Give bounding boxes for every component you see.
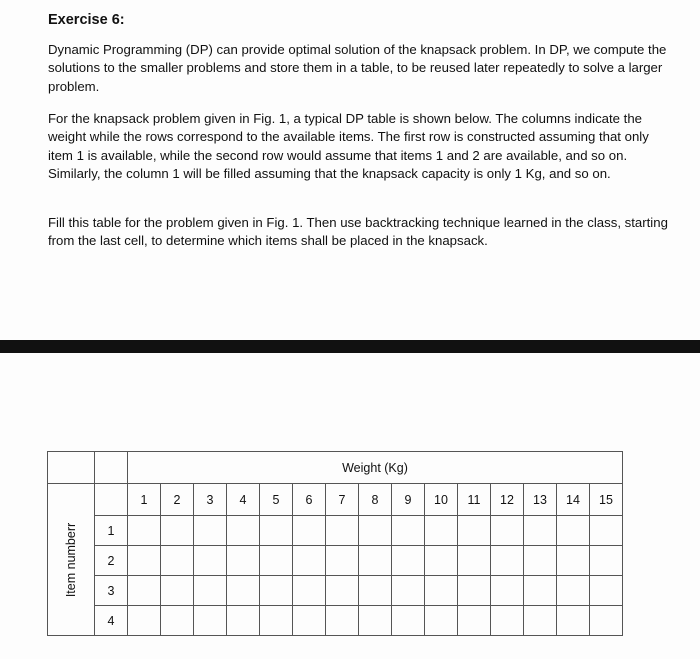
dp-cell[interactable]: [161, 516, 194, 546]
dp-cell[interactable]: [194, 516, 227, 546]
weight-column-header: 14: [557, 484, 590, 516]
dp-cell[interactable]: [359, 606, 392, 636]
item-row: [48, 516, 623, 546]
dp-cell[interactable]: [326, 516, 359, 546]
dp-cell[interactable]: [590, 516, 623, 546]
weight-column-header: 5: [260, 484, 293, 516]
dp-cell[interactable]: [194, 606, 227, 636]
dp-cell[interactable]: [458, 546, 491, 576]
dp-cell[interactable]: [359, 516, 392, 546]
weight-column-header: 7: [326, 484, 359, 516]
dp-cell[interactable]: [590, 576, 623, 606]
dp-cell[interactable]: [458, 516, 491, 546]
weight-column-header: 4: [227, 484, 260, 516]
dp-cell[interactable]: [128, 546, 161, 576]
dp-cell[interactable]: [194, 576, 227, 606]
dp-cell[interactable]: [590, 606, 623, 636]
item-axis-label: Item numberr: [64, 522, 78, 597]
item-row: [48, 606, 623, 636]
paragraph-instructions: Fill this table for the problem given in Fig. 1. Then use backtracking technique learned in the class, starting from the last cell, to determine which items shall be placed in the knapsack.: [48, 215, 668, 249]
exercise-title: Exercise 6:: [48, 12, 125, 28]
dp-cell[interactable]: [590, 546, 623, 576]
dp-cell[interactable]: [260, 606, 293, 636]
item-axis-label-cell: [48, 484, 95, 636]
dp-cell[interactable]: [491, 576, 524, 606]
dp-cell[interactable]: [557, 546, 590, 576]
item-row: [48, 576, 623, 606]
dp-cell[interactable]: [227, 546, 260, 576]
weight-column-header: 11: [458, 484, 491, 516]
weight-column-header: 2: [161, 484, 194, 516]
weight-column-header: 1: [128, 484, 161, 516]
dp-table: [47, 451, 623, 636]
item-row: [48, 546, 623, 576]
dp-cell[interactable]: [293, 516, 326, 546]
item-number-cell: 1: [95, 516, 128, 546]
dp-cell[interactable]: [425, 606, 458, 636]
dp-cell[interactable]: [458, 576, 491, 606]
dp-cell[interactable]: [392, 576, 425, 606]
dp-cell[interactable]: [524, 546, 557, 576]
dp-cell[interactable]: [326, 576, 359, 606]
dp-cell[interactable]: [392, 606, 425, 636]
dp-cell[interactable]: [359, 576, 392, 606]
dp-cell[interactable]: [491, 546, 524, 576]
corner-cell: [95, 484, 128, 516]
black-divider-bar: [0, 340, 700, 353]
dp-cell[interactable]: [260, 546, 293, 576]
dp-cell[interactable]: [293, 546, 326, 576]
dp-cell[interactable]: [128, 606, 161, 636]
dp-cell[interactable]: [227, 606, 260, 636]
dp-cell[interactable]: [161, 546, 194, 576]
dp-cell[interactable]: [557, 606, 590, 636]
dp-cell[interactable]: [194, 546, 227, 576]
dp-cell[interactable]: [161, 576, 194, 606]
dp-cell[interactable]: [524, 606, 557, 636]
weight-column-header: 15: [590, 484, 623, 516]
dp-cell[interactable]: [293, 606, 326, 636]
dp-cell[interactable]: [293, 576, 326, 606]
dp-cell[interactable]: [260, 576, 293, 606]
dp-cell[interactable]: [392, 516, 425, 546]
dp-cell[interactable]: [425, 546, 458, 576]
dp-cell[interactable]: [227, 576, 260, 606]
dp-cell[interactable]: [161, 606, 194, 636]
weight-column-header: 12: [491, 484, 524, 516]
item-number-cell: 3: [95, 576, 128, 606]
paragraph-intro: Dynamic Programming (DP) can provide optimal solution of the knapsack problem. In DP, we compute the solutions to the smaller problems and store them in a table, to be reused later repeatedly to solve a larger problem.: [48, 42, 667, 94]
dp-cell[interactable]: [359, 546, 392, 576]
weight-header: Weight (Kg): [128, 452, 623, 484]
item-number-cell: 4: [95, 606, 128, 636]
dp-cell[interactable]: [260, 516, 293, 546]
weight-column-header: 10: [425, 484, 458, 516]
corner-cell: [95, 452, 128, 484]
weight-column-header: 13: [524, 484, 557, 516]
dp-cell[interactable]: [491, 606, 524, 636]
dp-cell[interactable]: [326, 606, 359, 636]
weight-column-header: 6: [293, 484, 326, 516]
dp-cell[interactable]: [557, 516, 590, 546]
dp-cell[interactable]: [524, 576, 557, 606]
dp-cell[interactable]: [425, 576, 458, 606]
dp-cell[interactable]: [326, 546, 359, 576]
dp-cell[interactable]: [491, 516, 524, 546]
dp-cell[interactable]: [128, 516, 161, 546]
dp-cell[interactable]: [458, 606, 491, 636]
weight-column-header: 3: [194, 484, 227, 516]
paragraph-table-description: For the knapsack problem given in Fig. 1, a typical DP table is shown below. The columns indicate the weight while the rows correspond to the available items. The first row is constructed assuming that only item 1 is available, while the second row would assume that items 1 and 2 are available, and so on. Similarly, the column 1 will be filled assuming that the knapsack capacity is only 1 Kg, and so on.: [48, 111, 649, 181]
dp-cell[interactable]: [392, 546, 425, 576]
weight-column-header: 9: [392, 484, 425, 516]
item-number-cell: 2: [95, 546, 128, 576]
dp-cell[interactable]: [524, 516, 557, 546]
weight-column-header: 8: [359, 484, 392, 516]
dp-cell[interactable]: [128, 576, 161, 606]
dp-cell[interactable]: [557, 576, 590, 606]
dp-cell[interactable]: [425, 516, 458, 546]
weights-row: [48, 484, 623, 516]
dp-cell[interactable]: [227, 516, 260, 546]
table-header-row: [48, 452, 623, 484]
corner-cell: [48, 452, 95, 484]
